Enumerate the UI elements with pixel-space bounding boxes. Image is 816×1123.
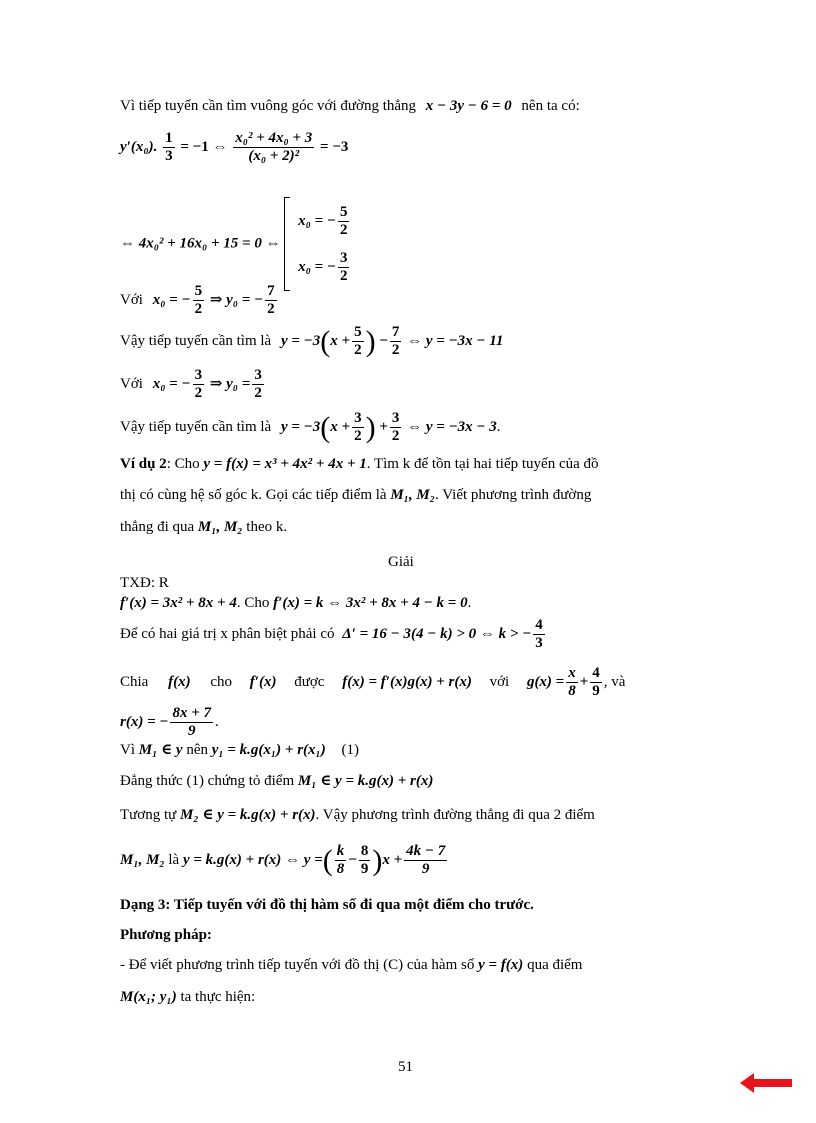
remainder-line: r(x) = − $\frac{8x + 7}{9}$ .	[120, 705, 219, 740]
case-row: x₀ = − $\frac{3}{2}$	[298, 249, 348, 285]
case-bracket	[284, 197, 290, 291]
division-line: Chia f(x) cho f′(x) được f(x) = f′(x)g(x) + r(x) với g(x) = $\frac{x}{8}$ + $\frac{4}{9}$ , và	[120, 665, 626, 700]
method-line-2: M(x₁; y₁) ta thực hiện:	[120, 989, 256, 1005]
discriminant-line: Để có hai giá trị x phân biệt phải có Δ′ = 16 − 3(4 − k) > 0 ⇔ k > − $\frac{4}{3}$	[120, 617, 543, 652]
line-text: nên ta có:	[521, 98, 580, 114]
example-label: Ví dụ 2	[120, 456, 167, 472]
similar-line: Tương tự M₂ ∈ y = k.g(x) + r(x). Vậy phương trình đường thẳng đi qua 2 điểm	[120, 807, 595, 823]
example-2-line-2: thị có cùng hệ số góc k. Gọi các tiếp điểm là M₁, M₂. Viết phương trình đường	[120, 487, 592, 503]
equation-line-2	[120, 130, 348, 166]
domain-line: TXĐ: R	[120, 575, 169, 591]
equation-line-3	[120, 197, 351, 291]
text-line-7: Vậy tiếp tuyến cần tìm là y = −3(x + $\frac{3}{2}$ ) + $\frac{3}{2}$ ⇔ y = −3x − 3.	[120, 410, 501, 445]
line-text: Vì tiếp tuyến cần tìm vuông góc với đường thẳng	[120, 98, 417, 114]
point-line-1: Vì M₁ ∈ y nên y₁ = k.g(x₁) + r(x₁) (1)	[120, 742, 360, 758]
math-term: = −3	[320, 139, 349, 156]
fraction: $\frac{1}{3}$	[165, 130, 173, 165]
method-heading: Phương pháp:	[120, 927, 212, 943]
derivative-line: f′(x) = 3x² + 8x + 4. Cho f′(x) = k ⇔ 3x² + 8x + 4 − k = 0.	[120, 595, 472, 611]
example-2-line-3: thẳng đi qua M₁, M₂ theo k.	[120, 519, 288, 535]
result-line: M₁, M₂ là y = k.g(x) + r(x) ⇔ y =( $\frac{k}{8}$ − $\frac{8}{9}$ )x + $\frac{4k - 7}{9}$	[120, 843, 446, 878]
text-line-4: Với x₀ = − $\frac{5}{2}$ ⇒ y₀ = − $\frac{7}{2}$	[120, 283, 275, 318]
method-line-1: - Để viết phương trình tiếp tuyến với đồ thị (C) của hàm số y = f(x) qua điểm	[120, 957, 583, 973]
cases	[298, 198, 351, 290]
text-line-1	[120, 99, 580, 114]
text-line-6: Với x₀ = − $\frac{3}{2}$ ⇒ y₀ = $\frac{3}{2}$	[120, 367, 262, 402]
fraction: $\frac{\text{x₀² + 4x₀ + 3}}{\text{(x₀ + 2)²}}$	[235, 130, 313, 165]
math-equation: x − 3y − 6 = 0	[425, 98, 512, 114]
math-term: y′(x₀).	[120, 139, 158, 156]
solution-heading: Giải	[388, 554, 414, 570]
text-line-5: Vậy tiếp tuyến cần tìm là y = −3(x + $\frac{5}{2}$ ) − $\frac{7}{2}$ ⇔ y = −3x − 11	[120, 324, 504, 359]
case-row: x₀ = − $\frac{5}{2}$	[298, 203, 348, 239]
page-number: 51	[398, 1059, 413, 1075]
left-arrow-icon[interactable]	[740, 1073, 792, 1098]
identity-line: Đẳng thức (1) chứng tỏ điểm M₁ ∈ y = k.g(x) + r(x)	[120, 773, 434, 789]
math-term: ⇔ 4x₀² + 16x₀ + 15 = 0 ⇔	[120, 235, 281, 252]
example-2-line-1: Ví dụ 2: Cho y = f(x) = x³ + 4x² + 4x + 1. Tìm k để tồn tại hai tiếp tuyến của đồ	[120, 456, 599, 472]
section-heading: Dạng 3: Tiếp tuyến với đồ thị hàm số đi qua một điểm cho trước.	[120, 897, 534, 913]
math-term: = −1 ⇔	[180, 139, 228, 156]
